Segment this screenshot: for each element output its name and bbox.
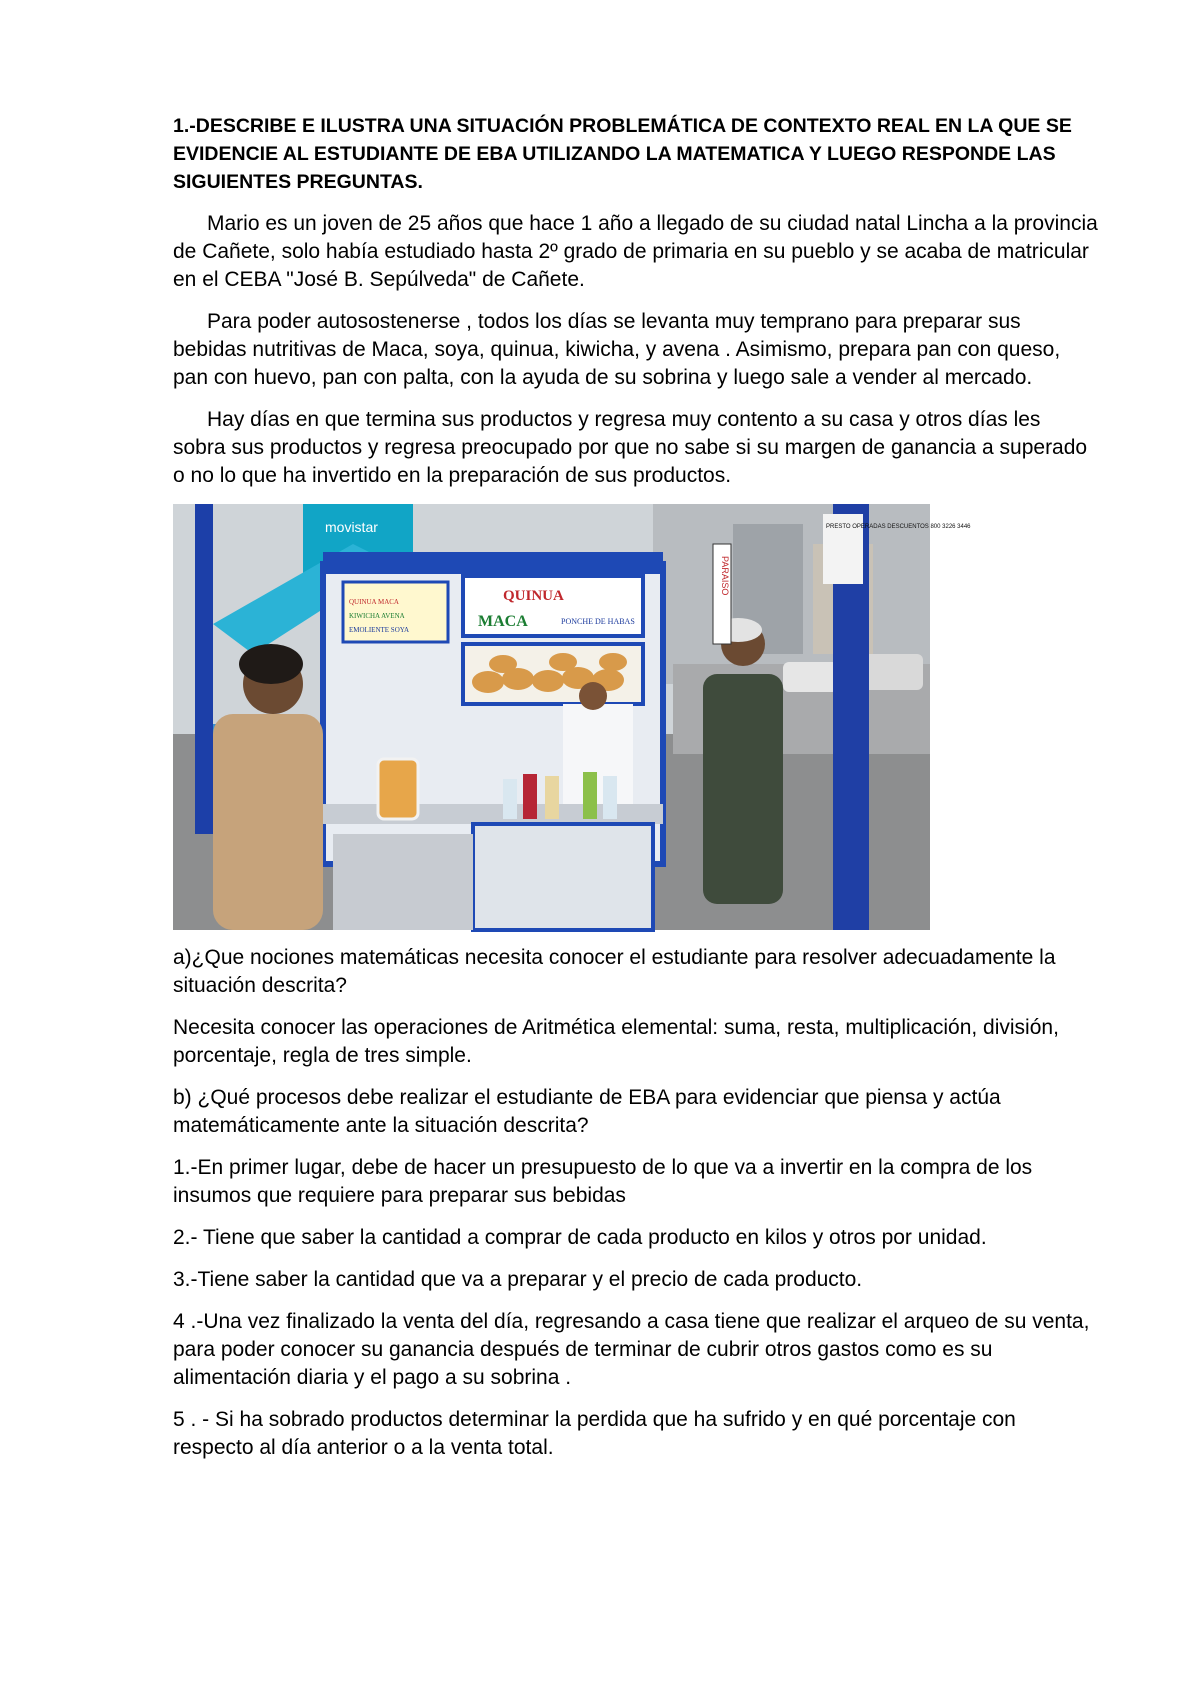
step-1: 1.-En primer lugar, debe de hacer un presupuesto de lo que va a invertir en la compra de los insumos que requiere para preparar sus bebidas <box>173 1156 1033 1207</box>
step-4: 4 .-Una vez finalizado la venta del día, regresando a casa tiene que realizar el arqueo de su venta, para poder conocer su ganancia después de terminar de cubrir otros gastos como es su alimentación diaria y el pago a su sobrina . <box>173 1310 1090 1389</box>
question-b: b) ¿Qué procesos debe realizar el estudiante de EBA para evidenciar que piensa y actúa matemáticamente ante la situación descrita? <box>173 1086 1001 1137</box>
document-body <box>173 112 1098 1476</box>
step-2: 2.- Tiene que saber la cantidad a comprar de cada producto en kilos y otros por unidad. <box>173 1226 987 1249</box>
paraiso-vertical-sign: PARAISO <box>720 556 730 596</box>
movistar-sign-text: movistar <box>325 519 378 535</box>
pole-sign-text: PRESTO OPERADAS DESCUENTOS 800 3226 3446 <box>826 524 971 530</box>
section-heading: 1.-DESCRIBE E ILUSTRA UNA SITUACIÓN PROBLEMÁTICA DE CONTEXTO REAL EN LA QUE SE EVIDENCIE AL ESTUDIANTE DE EBA UTILIZANDO LA MATEMATICA Y LUEGO RESPONDE LAS SIGUIENTES PREGUNTAS. <box>173 115 1072 193</box>
cart-sign-ponche: PONCHE DE HABAS <box>561 617 635 626</box>
side-sign-2: KIWICHA AVENA <box>349 612 405 620</box>
question-a: a)¿Que nociones matemáticas necesita conocer el estudiante para resolver adecuadamente la situación descrita? <box>173 946 1056 997</box>
answer-a: Necesita conocer las operaciones de Aritmética elemental: suma, resta, multiplicación, división, porcentaje, regla de tres simple. <box>173 1016 1059 1067</box>
cart-sign-quinua: QUINUA <box>503 588 564 604</box>
cart-sign-maca: MACA <box>478 613 528 630</box>
intro-paragraph-2: Para poder autosostenerse , todos los días se levanta muy temprano para preparar sus bebidas nutritivas de Maca, soya, quinua, kiwicha, y avena . Asimismo, prepara pan con queso, pan con huevo, pan con palta, con la ayuda de su sobrina y luego sale a vender al mercado. <box>173 310 1061 389</box>
street-vendor-cart-photo <box>173 504 971 930</box>
side-sign-3: EMOLIENTE SOYA <box>349 626 410 634</box>
side-sign-1: QUINUA MACA <box>349 598 399 606</box>
intro-paragraph-3: Hay días en que termina sus productos y regresa muy contento a su casa y otros días les sobra sus productos y regresa preocupado por que no sabe si su margen de ganancia a superado o no lo que ha invertido en la preparación de sus productos. <box>173 408 1088 487</box>
step-5: 5 . - Si ha sobrado productos determinar la perdida que ha sufrido y en qué porcentaje con respecto al día anterior o a la venta total. <box>173 1408 1016 1459</box>
intro-paragraph-1: Mario es un joven de 25 años que hace 1 año a llegado de su ciudad natal Lincha a la provincia de Cañete, solo había estudiado hasta 2º grado de primaria en su pueblo y se acaba de matricular en el CEBA "José B. Sepúlveda" de Cañete. <box>173 212 1098 291</box>
step-3: 3.-Tiene saber la cantidad que va a preparar y el precio de cada producto. <box>173 1268 863 1291</box>
